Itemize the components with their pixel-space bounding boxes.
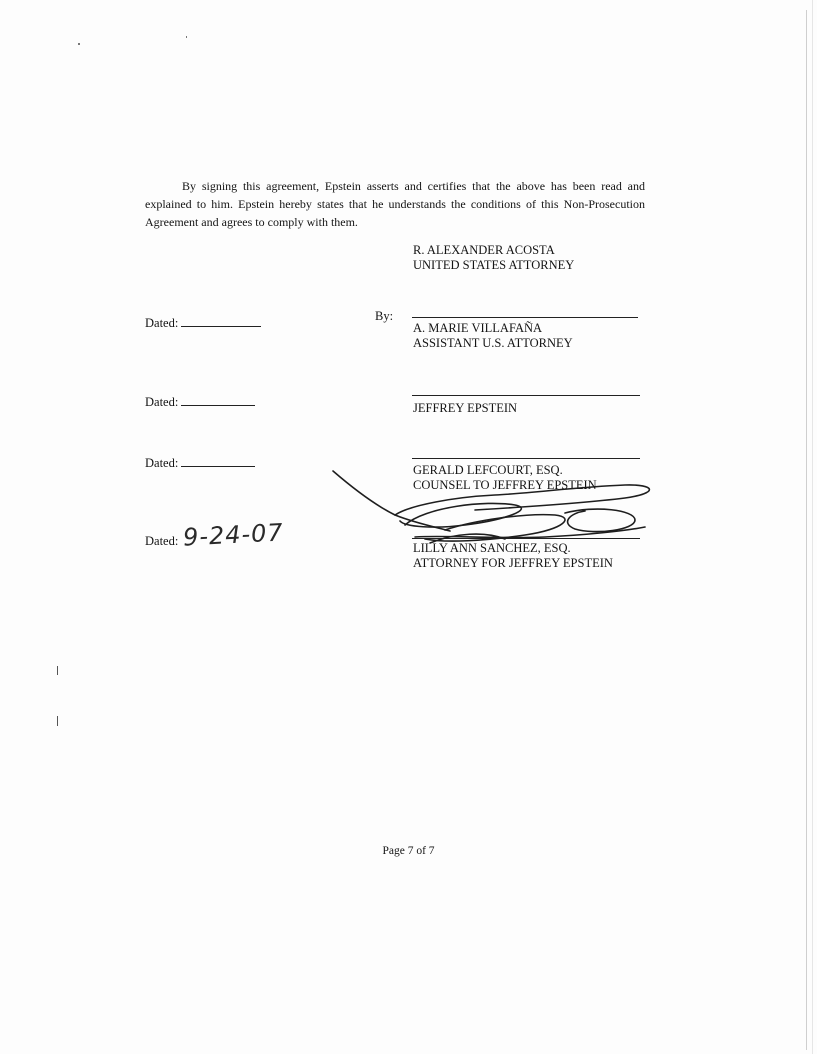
signature-line xyxy=(412,317,638,318)
signatory-role: ASSISTANT U.S. ATTORNEY xyxy=(413,336,573,350)
certification-paragraph xyxy=(145,177,645,231)
page-number: Page 7 of 7 xyxy=(382,845,435,857)
us-attorney-name: R. ALEXANDER ACOSTA xyxy=(413,243,555,257)
signature-line xyxy=(412,395,640,396)
scan-mark xyxy=(57,716,58,726)
by-label: By: xyxy=(375,309,394,323)
dated-label: Dated: xyxy=(145,456,179,470)
signatory-name: JEFFREY EPSTEIN xyxy=(413,401,518,415)
signatory-role: ATTORNEY FOR JEFFREY EPSTEIN xyxy=(413,556,613,570)
scan-speck xyxy=(78,43,80,45)
us-attorney-block xyxy=(413,243,574,273)
dated-field-1 xyxy=(145,316,261,331)
dated-field-3 xyxy=(145,456,255,471)
scan-mark xyxy=(57,666,58,675)
signatory-block-2 xyxy=(413,401,517,416)
signature-line xyxy=(412,458,640,459)
certification-text: By signing this agreement, Epstein asserts and certifies that the above has been read and explained to him. Epstein hereby states that he understands the conditions of this Non-Prosecution Agreement and agrees to comply with them. xyxy=(145,179,645,229)
signatory-name: A. MARIE VILLAFAÑA xyxy=(413,321,543,335)
date-blank xyxy=(181,466,255,467)
signatory-role: COUNSEL TO JEFFREY EPSTEIN xyxy=(413,478,597,492)
signatory-name: LILLY ANN SANCHEZ, ESQ. xyxy=(413,541,571,555)
dated-label: Dated: xyxy=(145,534,179,548)
page-edge xyxy=(812,0,813,1054)
date-blank xyxy=(181,405,255,406)
handwritten-date: 9-24-07 xyxy=(182,518,285,552)
page-edge xyxy=(806,10,807,1050)
dated-label: Dated: xyxy=(145,316,179,330)
us-attorney-title: UNITED STATES ATTORNEY xyxy=(413,258,575,272)
dated-label: Dated: xyxy=(145,395,179,409)
scan-speck xyxy=(186,36,187,38)
dated-field-2 xyxy=(145,395,255,410)
signatory-name: GERALD LEFCOURT, ESQ. xyxy=(413,463,563,477)
dated-field-4 xyxy=(145,534,178,549)
date-blank xyxy=(181,326,261,327)
handwritten-signature xyxy=(325,465,665,565)
signatory-block-1 xyxy=(413,321,573,351)
